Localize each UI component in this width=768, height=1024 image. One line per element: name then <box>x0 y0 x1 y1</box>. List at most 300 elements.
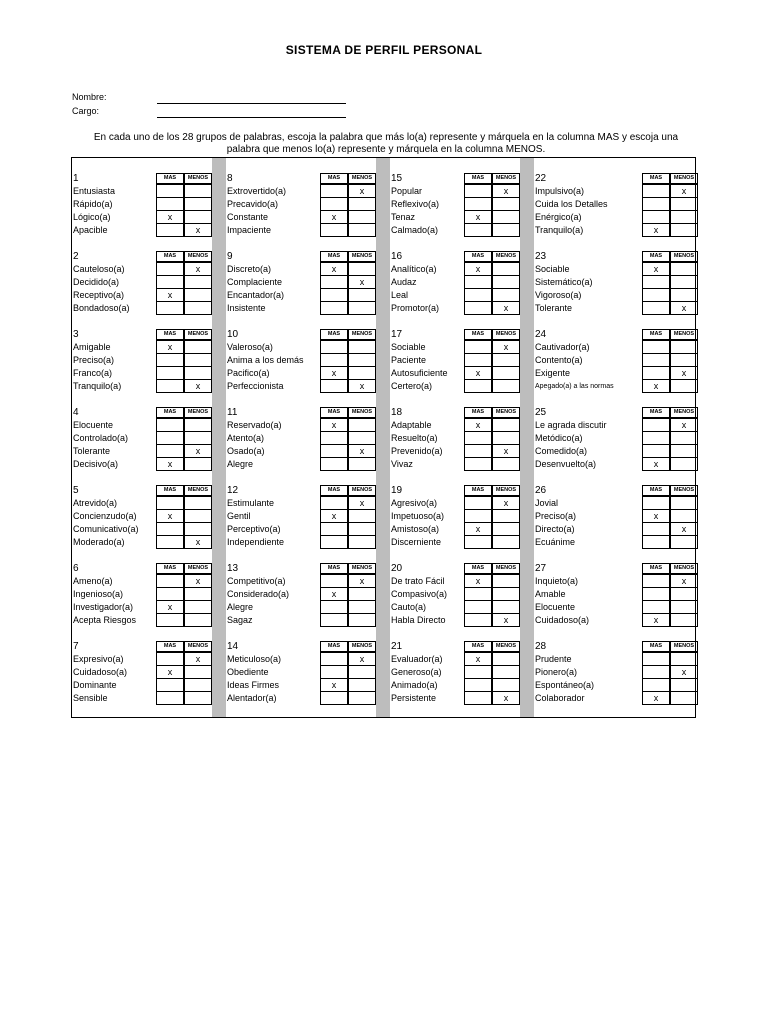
mas-header: MAS <box>156 329 184 340</box>
word-label: Expresivo(a) <box>73 654 124 664</box>
mas-checkbox[interactable] <box>320 197 348 211</box>
group-number: 13 <box>227 563 239 574</box>
mas-checkbox[interactable] <box>642 340 670 354</box>
menos-checkbox[interactable] <box>348 418 376 432</box>
mas-checkbox[interactable]: x <box>320 418 348 432</box>
menos-header: MENOS <box>184 329 212 340</box>
mas-checkbox[interactable] <box>642 418 670 432</box>
menos-checkbox[interactable] <box>670 379 698 393</box>
mas-checkbox[interactable] <box>156 522 184 536</box>
mas-header: MAS <box>464 407 492 418</box>
mas-checkbox[interactable] <box>464 184 492 198</box>
mas-checkbox[interactable] <box>156 587 184 601</box>
menos-checkbox[interactable]: x <box>184 574 212 588</box>
menos-checkbox[interactable] <box>184 496 212 510</box>
group-number: 24 <box>535 329 547 340</box>
mas-checkbox[interactable] <box>320 691 348 705</box>
menos-checkbox[interactable] <box>184 184 212 198</box>
mas-checkbox[interactable] <box>156 301 184 315</box>
word-label: Independiente <box>227 537 285 547</box>
mas-checkbox[interactable]: x <box>642 223 670 237</box>
menos-header: MENOS <box>492 329 520 340</box>
menos-checkbox[interactable]: x <box>348 574 376 588</box>
mas-checkbox[interactable]: x <box>156 210 184 224</box>
menos-checkbox[interactable] <box>492 457 520 471</box>
menos-checkbox[interactable] <box>348 613 376 627</box>
menos-checkbox[interactable] <box>348 431 376 445</box>
menos-checkbox[interactable] <box>670 496 698 510</box>
mas-checkbox[interactable]: x <box>156 457 184 471</box>
word-label: Jovial <box>535 498 559 508</box>
mas-checkbox[interactable]: x <box>320 210 348 224</box>
mas-checkbox[interactable] <box>642 366 670 380</box>
menos-checkbox[interactable]: x <box>670 366 698 380</box>
mas-checkbox[interactable] <box>156 197 184 211</box>
mas-checkbox[interactable] <box>320 301 348 315</box>
mas-checkbox[interactable] <box>642 353 670 367</box>
mas-checkbox[interactable] <box>320 379 348 393</box>
menos-checkbox[interactable] <box>184 665 212 679</box>
mas-checkbox[interactable] <box>156 366 184 380</box>
word-label: Elocuente <box>73 420 114 430</box>
menos-checkbox[interactable] <box>348 301 376 315</box>
mas-checkbox[interactable]: x <box>156 509 184 523</box>
word-label: Pionero(a) <box>535 667 578 677</box>
menos-header: MENOS <box>348 173 376 184</box>
menos-checkbox[interactable] <box>184 366 212 380</box>
mas-checkbox[interactable] <box>464 431 492 445</box>
mas-checkbox[interactable]: x <box>642 613 670 627</box>
word-groups-table <box>71 157 696 718</box>
mas-checkbox[interactable] <box>464 275 492 289</box>
word-label: Adaptable <box>391 420 432 430</box>
menos-checkbox[interactable] <box>492 509 520 523</box>
menos-checkbox[interactable]: x <box>670 301 698 315</box>
mas-checkbox[interactable] <box>464 301 492 315</box>
menos-checkbox[interactable] <box>348 535 376 549</box>
mas-checkbox[interactable]: x <box>464 574 492 588</box>
mas-checkbox[interactable] <box>320 288 348 302</box>
menos-checkbox[interactable] <box>670 535 698 549</box>
group-number: 21 <box>391 641 403 652</box>
mas-checkbox[interactable] <box>642 522 670 536</box>
word-label: Sociable <box>391 342 426 352</box>
word-label: Generoso(a) <box>391 667 442 677</box>
mas-checkbox[interactable]: x <box>320 366 348 380</box>
menos-checkbox[interactable] <box>670 288 698 302</box>
word-label: Le agrada discutir <box>535 420 607 430</box>
mas-checkbox[interactable] <box>642 197 670 211</box>
mas-checkbox[interactable] <box>156 496 184 510</box>
mas-checkbox[interactable]: x <box>464 210 492 224</box>
mas-checkbox[interactable]: x <box>464 366 492 380</box>
mas-checkbox[interactable] <box>320 496 348 510</box>
mas-checkbox[interactable]: x <box>320 678 348 692</box>
menos-checkbox[interactable] <box>492 275 520 289</box>
word-label: Apacible <box>73 225 108 235</box>
mas-checkbox[interactable]: x <box>642 262 670 276</box>
menos-checkbox[interactable] <box>492 678 520 692</box>
mas-header: MAS <box>464 173 492 184</box>
menos-checkbox[interactable] <box>348 223 376 237</box>
mas-checkbox[interactable] <box>464 223 492 237</box>
word-label: Receptivo(a) <box>73 290 125 300</box>
mas-checkbox[interactable] <box>642 301 670 315</box>
menos-checkbox[interactable]: x <box>670 418 698 432</box>
group-number: 8 <box>227 173 233 184</box>
menos-checkbox[interactable]: x <box>492 496 520 510</box>
mas-checkbox[interactable] <box>156 613 184 627</box>
menos-checkbox[interactable] <box>670 457 698 471</box>
menos-checkbox[interactable]: x <box>492 444 520 458</box>
menos-checkbox[interactable] <box>348 288 376 302</box>
mas-header: MAS <box>642 407 670 418</box>
mas-checkbox[interactable] <box>156 275 184 289</box>
mas-checkbox[interactable] <box>320 574 348 588</box>
word-label: De trato Fácil <box>391 576 445 586</box>
word-label: Apegado(a) a las normas <box>535 383 614 390</box>
menos-checkbox[interactable] <box>670 691 698 705</box>
mas-checkbox[interactable] <box>156 535 184 549</box>
mas-checkbox[interactable]: x <box>464 418 492 432</box>
menos-checkbox[interactable] <box>670 652 698 666</box>
menos-checkbox[interactable] <box>184 353 212 367</box>
menos-checkbox[interactable]: x <box>492 613 520 627</box>
mas-header: MAS <box>156 173 184 184</box>
mas-checkbox[interactable]: x <box>464 262 492 276</box>
word-label: Comedido(a) <box>535 446 588 456</box>
menos-checkbox[interactable] <box>492 210 520 224</box>
mas-checkbox[interactable] <box>320 223 348 237</box>
menos-checkbox[interactable]: x <box>348 496 376 510</box>
menos-checkbox[interactable] <box>348 522 376 536</box>
word-label: Concienzudo(a) <box>73 511 137 521</box>
mas-checkbox[interactable] <box>642 587 670 601</box>
menos-checkbox[interactable] <box>670 275 698 289</box>
mas-checkbox[interactable]: x <box>156 288 184 302</box>
menos-checkbox[interactable]: x <box>348 184 376 198</box>
mas-checkbox[interactable] <box>320 665 348 679</box>
mas-header: MAS <box>464 563 492 574</box>
mas-checkbox[interactable] <box>642 496 670 510</box>
mas-checkbox[interactable]: x <box>464 522 492 536</box>
mas-checkbox[interactable] <box>156 262 184 276</box>
mas-checkbox[interactable] <box>156 691 184 705</box>
mas-header: MAS <box>320 485 348 496</box>
menos-checkbox[interactable] <box>492 379 520 393</box>
word-label: Prudente <box>535 654 572 664</box>
word-label: Habla Directo <box>391 615 446 625</box>
menos-checkbox[interactable] <box>184 288 212 302</box>
menos-checkbox[interactable] <box>670 340 698 354</box>
mas-checkbox[interactable] <box>156 444 184 458</box>
word-label: Inquieto(a) <box>535 576 579 586</box>
mas-checkbox[interactable]: x <box>642 509 670 523</box>
mas-checkbox[interactable] <box>642 535 670 549</box>
mas-checkbox[interactable] <box>464 509 492 523</box>
menos-checkbox[interactable] <box>670 210 698 224</box>
menos-header: MENOS <box>184 641 212 652</box>
mas-checkbox[interactable] <box>156 223 184 237</box>
mas-checkbox[interactable] <box>320 652 348 666</box>
word-label: Franco(a) <box>73 368 113 378</box>
menos-checkbox[interactable] <box>492 197 520 211</box>
menos-checkbox[interactable] <box>492 665 520 679</box>
word-label: Vivaz <box>391 459 413 469</box>
menos-checkbox[interactable] <box>184 340 212 354</box>
menos-checkbox[interactable] <box>492 366 520 380</box>
mas-checkbox[interactable] <box>642 678 670 692</box>
word-label: Decisivo(a) <box>73 459 119 469</box>
column-separator <box>520 158 534 717</box>
menos-checkbox[interactable] <box>492 587 520 601</box>
mas-checkbox[interactable] <box>320 444 348 458</box>
word-label: Perfeccionista <box>227 381 284 391</box>
mas-header: MAS <box>642 485 670 496</box>
mas-checkbox[interactable]: x <box>320 587 348 601</box>
mas-header: MAS <box>320 407 348 418</box>
mas-checkbox[interactable]: x <box>156 600 184 614</box>
mas-header: MAS <box>320 329 348 340</box>
menos-checkbox[interactable] <box>670 600 698 614</box>
mas-checkbox[interactable] <box>464 600 492 614</box>
menos-checkbox[interactable] <box>348 600 376 614</box>
mas-checkbox[interactable] <box>320 353 348 367</box>
menos-checkbox[interactable] <box>348 678 376 692</box>
menos-checkbox[interactable] <box>492 262 520 276</box>
menos-checkbox[interactable]: x <box>184 444 212 458</box>
mas-checkbox[interactable] <box>156 184 184 198</box>
mas-checkbox[interactable] <box>464 379 492 393</box>
menos-checkbox[interactable]: x <box>670 574 698 588</box>
mas-header: MAS <box>156 641 184 652</box>
mas-checkbox[interactable] <box>464 678 492 692</box>
mas-checkbox[interactable]: x <box>464 652 492 666</box>
word-label: Estimulante <box>227 498 275 508</box>
menos-checkbox[interactable] <box>670 197 698 211</box>
menos-header: MENOS <box>348 407 376 418</box>
mas-checkbox[interactable] <box>642 652 670 666</box>
cargo-field[interactable] <box>157 117 346 118</box>
menos-checkbox[interactable] <box>184 600 212 614</box>
menos-checkbox[interactable]: x <box>348 379 376 393</box>
menos-checkbox[interactable] <box>492 535 520 549</box>
menos-checkbox[interactable]: x <box>348 444 376 458</box>
mas-checkbox[interactable] <box>320 457 348 471</box>
mas-checkbox[interactable] <box>642 444 670 458</box>
nombre-label: Nombre: <box>72 92 107 102</box>
mas-checkbox[interactable] <box>464 353 492 367</box>
mas-checkbox[interactable] <box>642 600 670 614</box>
menos-checkbox[interactable]: x <box>184 262 212 276</box>
mas-checkbox[interactable] <box>156 678 184 692</box>
mas-checkbox[interactable]: x <box>642 379 670 393</box>
menos-header: MENOS <box>184 563 212 574</box>
mas-checkbox[interactable] <box>156 652 184 666</box>
mas-checkbox[interactable] <box>642 210 670 224</box>
menos-checkbox[interactable] <box>184 678 212 692</box>
mas-checkbox[interactable] <box>320 340 348 354</box>
mas-checkbox[interactable] <box>320 535 348 549</box>
menos-checkbox[interactable] <box>348 210 376 224</box>
menos-checkbox[interactable] <box>348 457 376 471</box>
word-label: Tranquilo(a) <box>73 381 122 391</box>
mas-checkbox[interactable] <box>642 288 670 302</box>
word-label: Paciente <box>391 355 427 365</box>
menos-checkbox[interactable] <box>184 522 212 536</box>
mas-checkbox[interactable] <box>464 535 492 549</box>
mas-checkbox[interactable] <box>320 184 348 198</box>
menos-checkbox[interactable] <box>492 418 520 432</box>
menos-checkbox[interactable] <box>348 665 376 679</box>
word-label: Prevenido(a) <box>391 446 443 456</box>
word-label: Espontáneo(a) <box>535 680 595 690</box>
menos-checkbox[interactable] <box>184 509 212 523</box>
menos-checkbox[interactable]: x <box>184 535 212 549</box>
menos-checkbox[interactable] <box>492 600 520 614</box>
menos-checkbox[interactable] <box>670 444 698 458</box>
word-label: Cautivador(a) <box>535 342 590 352</box>
menos-checkbox[interactable] <box>492 353 520 367</box>
nombre-field[interactable] <box>157 103 346 104</box>
menos-checkbox[interactable]: x <box>348 275 376 289</box>
mas-header: MAS <box>642 641 670 652</box>
menos-checkbox[interactable] <box>184 197 212 211</box>
mas-checkbox[interactable]: x <box>642 691 670 705</box>
menos-checkbox[interactable] <box>670 431 698 445</box>
mas-checkbox[interactable] <box>320 600 348 614</box>
menos-checkbox[interactable] <box>670 509 698 523</box>
menos-checkbox[interactable] <box>492 288 520 302</box>
menos-checkbox[interactable] <box>492 431 520 445</box>
menos-checkbox[interactable]: x <box>492 340 520 354</box>
menos-checkbox[interactable] <box>184 613 212 627</box>
menos-checkbox[interactable] <box>184 418 212 432</box>
mas-checkbox[interactable]: x <box>320 509 348 523</box>
menos-checkbox[interactable]: x <box>184 379 212 393</box>
mas-checkbox[interactable] <box>320 431 348 445</box>
menos-checkbox[interactable] <box>670 223 698 237</box>
menos-checkbox[interactable] <box>184 587 212 601</box>
menos-checkbox[interactable] <box>184 691 212 705</box>
menos-checkbox[interactable]: x <box>492 691 520 705</box>
menos-checkbox[interactable]: x <box>670 665 698 679</box>
word-label: Complaciente <box>227 277 283 287</box>
word-label: Meticuloso(a) <box>227 654 282 664</box>
menos-checkbox[interactable] <box>492 522 520 536</box>
menos-checkbox[interactable] <box>348 691 376 705</box>
menos-checkbox[interactable] <box>670 353 698 367</box>
word-label: Moderado(a) <box>73 537 125 547</box>
mas-checkbox[interactable] <box>320 613 348 627</box>
mas-checkbox[interactable] <box>320 522 348 536</box>
menos-checkbox[interactable] <box>492 223 520 237</box>
menos-checkbox[interactable] <box>184 431 212 445</box>
group-number: 12 <box>227 485 239 496</box>
mas-checkbox[interactable] <box>464 197 492 211</box>
menos-checkbox[interactable] <box>184 301 212 315</box>
group-number: 18 <box>391 407 403 418</box>
word-label: Directo(a) <box>535 524 575 534</box>
mas-checkbox[interactable] <box>464 613 492 627</box>
mas-checkbox[interactable]: x <box>642 457 670 471</box>
word-label: Gentil <box>227 511 251 521</box>
menos-checkbox[interactable] <box>184 275 212 289</box>
mas-checkbox[interactable] <box>464 444 492 458</box>
mas-checkbox[interactable] <box>156 574 184 588</box>
menos-checkbox[interactable] <box>670 613 698 627</box>
word-label: Insistente <box>227 303 266 313</box>
menos-checkbox[interactable] <box>348 262 376 276</box>
mas-checkbox[interactable]: x <box>320 262 348 276</box>
mas-checkbox[interactable] <box>464 691 492 705</box>
menos-checkbox[interactable]: x <box>184 223 212 237</box>
word-label: Osado(a) <box>227 446 265 456</box>
mas-checkbox[interactable] <box>642 431 670 445</box>
mas-checkbox[interactable] <box>642 275 670 289</box>
menos-checkbox[interactable] <box>348 366 376 380</box>
column-separator <box>376 158 390 717</box>
word-label: Valeroso(a) <box>227 342 273 352</box>
menos-checkbox[interactable] <box>670 587 698 601</box>
mas-checkbox[interactable] <box>464 587 492 601</box>
menos-checkbox[interactable] <box>670 262 698 276</box>
menos-checkbox[interactable]: x <box>670 184 698 198</box>
menos-checkbox[interactable] <box>348 197 376 211</box>
mas-checkbox[interactable] <box>156 379 184 393</box>
page-title: SISTEMA DE PERFIL PERSONAL <box>285 43 483 57</box>
menos-header: MENOS <box>184 407 212 418</box>
mas-checkbox[interactable] <box>642 574 670 588</box>
menos-checkbox[interactable] <box>184 210 212 224</box>
mas-checkbox[interactable] <box>156 353 184 367</box>
menos-checkbox[interactable] <box>670 678 698 692</box>
mas-checkbox[interactable] <box>464 340 492 354</box>
mas-checkbox[interactable] <box>320 275 348 289</box>
mas-checkbox[interactable]: x <box>156 340 184 354</box>
menos-checkbox[interactable] <box>492 652 520 666</box>
mas-checkbox[interactable]: x <box>156 665 184 679</box>
menos-checkbox[interactable]: x <box>492 301 520 315</box>
word-label: Evaluador(a) <box>391 654 443 664</box>
menos-checkbox[interactable] <box>348 340 376 354</box>
menos-checkbox[interactable] <box>184 457 212 471</box>
menos-header: MENOS <box>184 251 212 262</box>
word-label: Dominante <box>73 680 117 690</box>
menos-checkbox[interactable] <box>348 587 376 601</box>
menos-checkbox[interactable] <box>348 509 376 523</box>
word-label: Elocuente <box>535 602 576 612</box>
mas-header: MAS <box>320 251 348 262</box>
mas-checkbox[interactable] <box>156 418 184 432</box>
menos-header: MENOS <box>184 173 212 184</box>
mas-checkbox[interactable] <box>156 431 184 445</box>
menos-checkbox[interactable]: x <box>184 652 212 666</box>
mas-checkbox[interactable] <box>642 665 670 679</box>
menos-checkbox[interactable]: x <box>492 184 520 198</box>
mas-checkbox[interactable] <box>464 457 492 471</box>
word-label: Decidido(a) <box>73 277 120 287</box>
mas-checkbox[interactable] <box>464 496 492 510</box>
mas-checkbox[interactable] <box>464 288 492 302</box>
mas-checkbox[interactable] <box>464 665 492 679</box>
menos-checkbox[interactable]: x <box>670 522 698 536</box>
mas-checkbox[interactable] <box>642 184 670 198</box>
menos-checkbox[interactable]: x <box>348 652 376 666</box>
menos-checkbox[interactable] <box>348 353 376 367</box>
menos-header: MENOS <box>670 329 698 340</box>
menos-checkbox[interactable] <box>492 574 520 588</box>
